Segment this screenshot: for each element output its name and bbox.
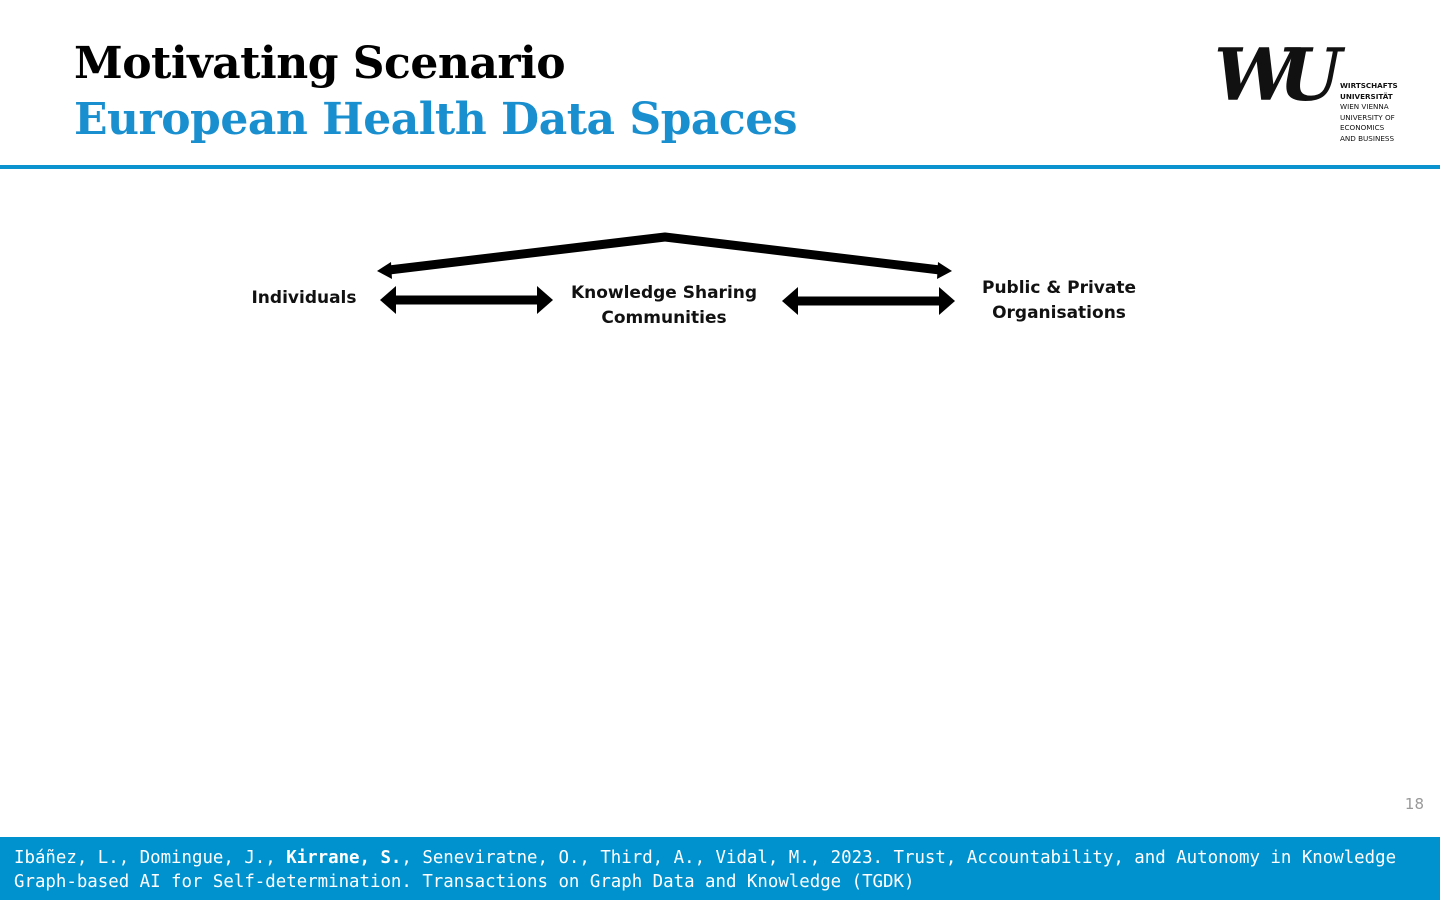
slide-subtitle: European Health Data Spaces xyxy=(74,94,797,145)
citation-authors-pre: Ibáñez, L., Domingue, J., xyxy=(14,848,287,868)
node-knowledge-sharing-communities xyxy=(568,281,760,331)
logo-mark: WU xyxy=(1214,32,1326,117)
node-ppo-line1: Public & Private xyxy=(981,278,1136,298)
logo-line: ECONOMICS xyxy=(1340,123,1385,132)
citation-author-highlight: Kirrane, S. xyxy=(286,848,402,868)
logo-line: WIEN VIENNA xyxy=(1340,102,1389,111)
logo-line: UNIVERSITÄT xyxy=(1340,91,1393,101)
arrow-communities-organisations xyxy=(782,287,955,315)
citation-line-1 xyxy=(14,846,1426,870)
node-ksc-line2: Communities xyxy=(601,308,727,328)
slide-title: Motivating Scenario xyxy=(74,38,566,89)
node-public-private-organisations xyxy=(978,276,1140,326)
citation-footer xyxy=(0,837,1440,900)
citation-authors-post: , Seneviratne, O., Third, A., Vidal, M., 2023. Trust, Accountability, and Autonomy in Knowledge xyxy=(401,848,1397,868)
node-ppo-line2: Organisations xyxy=(992,303,1126,323)
arrow-individuals-organisations xyxy=(377,237,952,279)
page-number: 18 xyxy=(1404,795,1424,813)
node-ksc-line1: Knowledge Sharing xyxy=(570,283,758,303)
logo-line: UNIVERSITY OF xyxy=(1340,112,1395,122)
arrow-individuals-communities xyxy=(380,286,553,314)
node-individuals xyxy=(250,286,358,311)
node-individuals-label: Individuals xyxy=(251,288,357,308)
citation-line-2: Graph-based AI for Self-determination. Transactions on Graph Data and Knowledge (TGDK) xyxy=(14,872,915,892)
logo-line: WIRTSCHAFTS xyxy=(1340,81,1398,90)
logo-line: AND BUSINESS xyxy=(1340,133,1395,143)
